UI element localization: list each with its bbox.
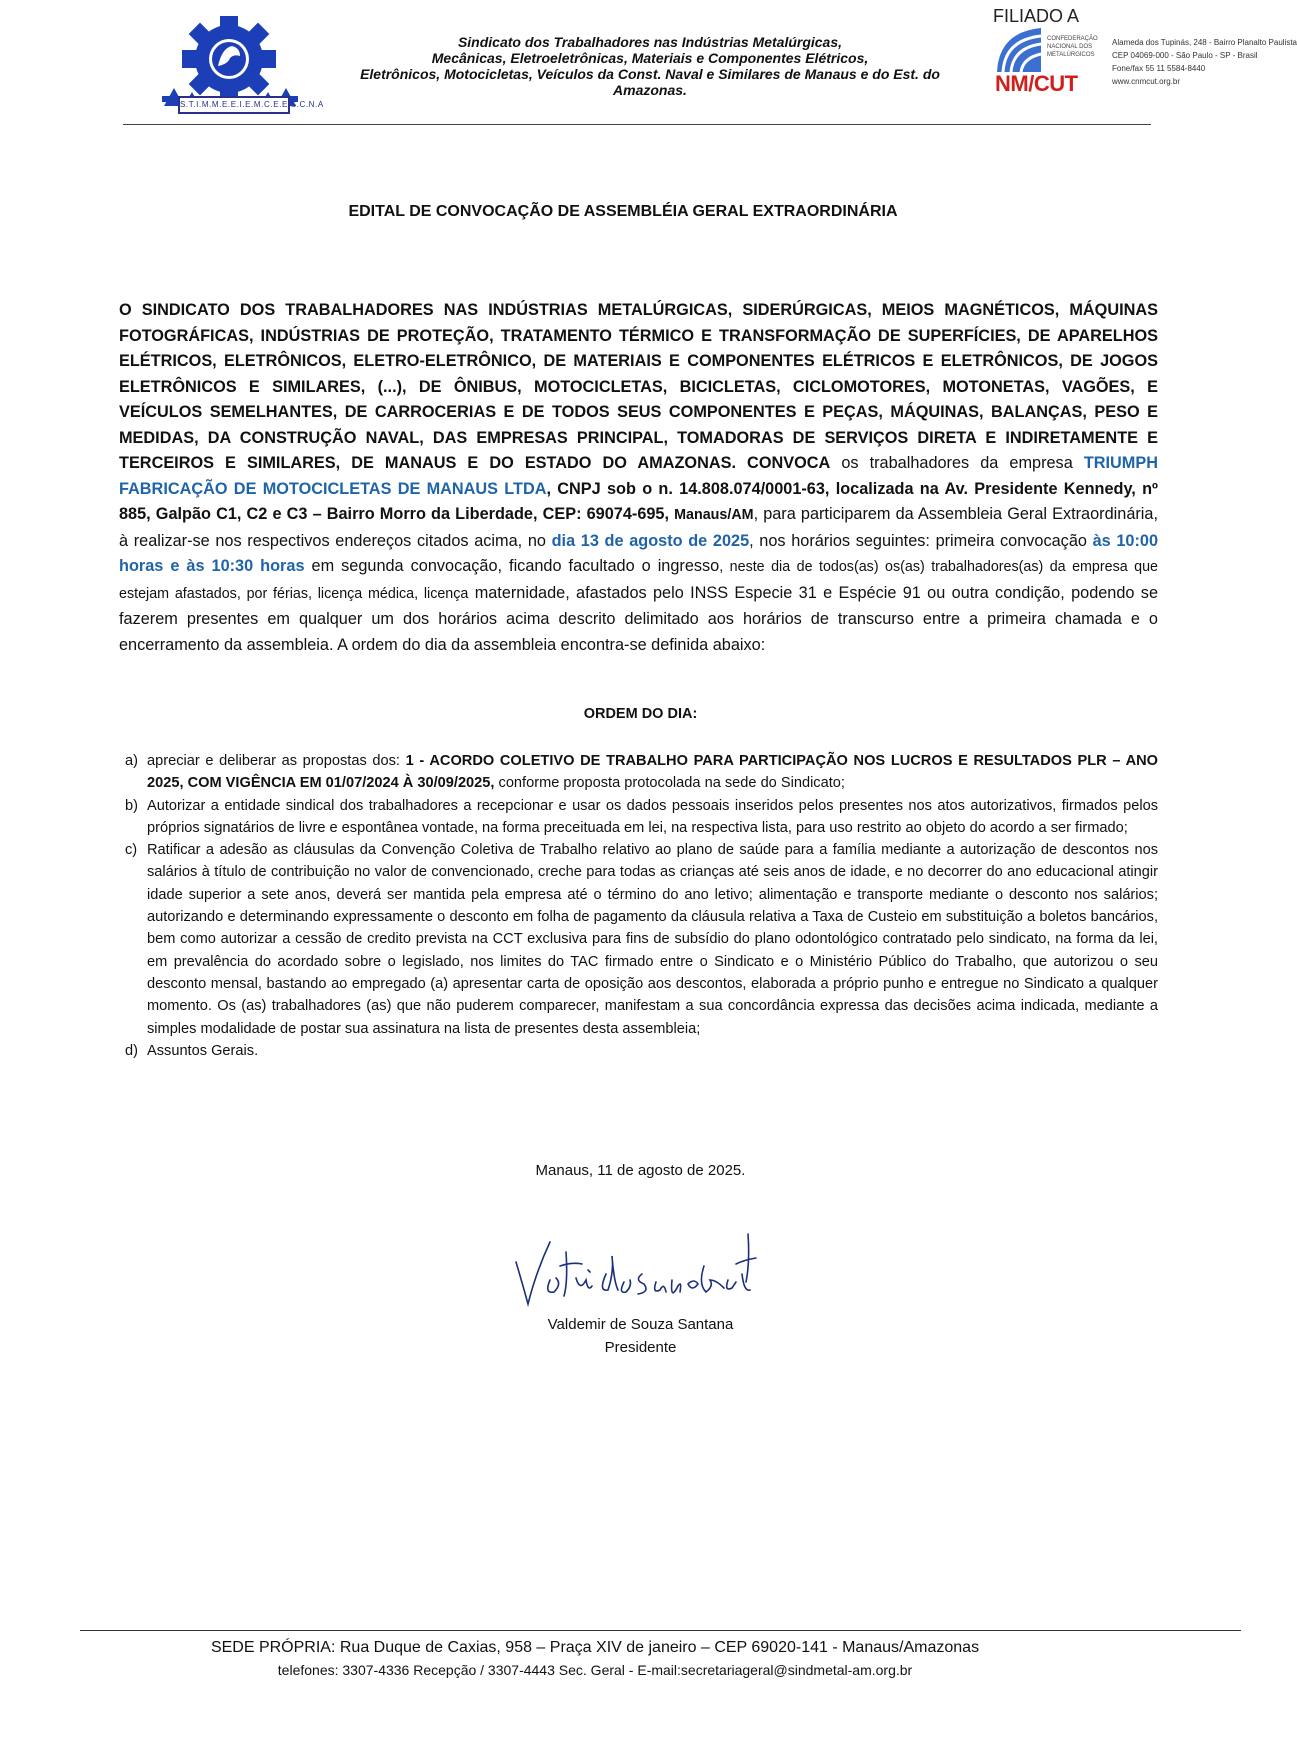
svg-text:METALÚRGICOS: METALÚRGICOS [1047, 52, 1095, 58]
item-marker: b) [125, 797, 138, 814]
header-line: Mecânicas, Eletroeletrônicas, Materiais e Componentes Elétricos, [431, 50, 869, 66]
signer-role: Presidente [604, 1339, 677, 1356]
agenda-item-c [123, 839, 1158, 1040]
item-marker: a) [125, 753, 138, 769]
agenda-list [123, 750, 1158, 1062]
assembly-date: dia 13 de agosto de 2025 [551, 531, 750, 550]
text-run: , nos horários seguintes: primeira convocação [749, 531, 1093, 550]
item-bold: 1 - ACORDO COLETIVO DE TRABALHO PARA PARTICIPAÇÃO NOS LUCROS E RESULTADOS PLR – ANO 2025, COM VIGÊNCIA EM 01/07/2024 À 30/09/2025, [147, 753, 1158, 792]
assembly-times: às 10:00 horas e às 10:30 horas [119, 531, 1159, 575]
affiliation-label: FILIADO A [993, 6, 1080, 26]
item-text: Assuntos Gerais. [147, 1042, 259, 1059]
footer-divider [80, 1630, 1241, 1631]
company-city: Manaus/AM [674, 507, 754, 523]
company-name: TRIUMPH FABRICAÇÃO DE MOTOCICLETAS DE MANAUS LTDA [119, 454, 1158, 498]
document-title: EDITAL DE CONVOCAÇÃO DE ASSEMBLÉIA GERAL EXTRAORDINÁRIA [348, 203, 898, 220]
svg-text:CONFEDERAÇÃO: CONFEDERAÇÃO [1047, 36, 1098, 42]
union-name: O SINDICATO DOS TRABALHADORES NAS INDÚSTRIAS METALÚRGICAS, SIDERÚRGICAS, MEIOS MAGNÉTICOS, MÁQUINAS FOTOGRÁFICAS, INDÚSTRIAS DE PROTEÇÃO, TRATAMENTO TÉRMICO E TRANSFORMAÇÃO DE SUPERFÍCIES, DE APARELHOS ELÉTRICOS, ELETRÔNICOS, ELETRO-ELETRÔNICO, DE MATERIAIS E COMPONENTES ELÉTRICOS E ELETRÔNICOS, DE JOGOS ELETRÔNICOS E SIMILARES, (...), DE ÔNIBUS, MOTOCICLETAS, BICICLETAS, CICLOMOTORES, MOTONETAS, VAGÕES, E VEÍCULOS SEMELHANTES, DE CARROCERIAS E DE TODOS SEUS COMPONENTES E PEÇAS, MÁQUINAS, BALANÇAS, PESO E MEDIDAS, DA CONSTRUÇÃO NAVAL, DAS EMPRESAS PRINCIPAL, TOMADORAS DE SERVIÇOS DIRETA E INDIRETAMENTE E TERCEIROS E SIMILARES, DE MANAUS E DO ESTADO DO AMAZONAS. CONVOCA [119, 301, 1158, 472]
signer-name: Valdemir de Souza Santana [547, 1316, 734, 1333]
text-run: , para participarem da Assembleia Geral Extraordinária, à realizar-se nos respectivos endereços citados acima, no [119, 505, 1158, 550]
item-text: Autorizar a entidade sindical dos trabalhadores a recepcionar e usar os dados pessoais inseridos pelos presentes nos atos autorizativos, firmados pelos próprios signatários de livre e espontânea vontade, na forma preceituada em lei, na respectiva lista, para uso restrito ao objeto do acordo a ser firmado; [147, 797, 1158, 836]
union-logo-text: S.T.I.M.M.E.E.I.E.M.C.E.E.S.C.N.A [178, 96, 290, 114]
nmcut-logo-text: NM/CUT [995, 71, 1078, 96]
address-line: www.cnmcut.org.br [1112, 77, 1181, 86]
text-run: em segunda convocação, ficando facultado o ingresso [304, 557, 720, 575]
affiliation-address [1112, 36, 1297, 88]
header-line: Sindicato dos Trabalhadores nas Indústrias Metalúrgicas, [457, 34, 843, 50]
footer-address: SEDE PRÓPRIA: Rua Duque de Caxias, 958 – Praça XIV de janeiro – CEP 69020-141 - Manaus/Amazonas [210, 1639, 980, 1656]
header-line: Eletrônicos, Motocicletas, Veículos da Const. Naval e Similares de Manaus e do Est. do [360, 66, 940, 82]
item-text: Ratificar a adesão as cláusulas da Convenção Coletiva de Trabalho relativo ao plano de saúde para a família mediante a autorização de descontos nos salários à título de contribuição no valor de convencionado, creche para todas as crianças até seis anos de idade, e no decorrer do ano educacional atingir idade superior a sete anos, deverá ser mantida pela empresa até o término do ano letivo; alimentação e transporte mediante o desconto nos salários; autorizando e determinando expressamente o desconto em folha de pagamento da cláusula relativa a Taxa de Custeio em substituição a boletos bancários, bem como autorizar a cessão de credito prevista na CCT exclusiva para fins de subsídio do plano odontológico contratado pelo sindicato, na forma da lei, em prevalência do acordado sobre o legislado, nos limites do TAC firmado entre o Sindicato e o Ministério Público do Trabalho, que autorizou o seu desconto mensal, bastando ao empregado (a) apresentar carta de oposição aos descontos, elaborada a próprio punho e entregue no Sindicato a qualquer momento. Os (as) trabalhadores (as) que não puderem comparecer, manifestam a sua concordância expressa das decisões acima indicada, mediante a simples modalidade de postar sua assinatura na lista de presentes desta assembleia; [147, 842, 1158, 1037]
address-line: Alameda dos Tupinás, 248 - Bairro Planalto Paulista [1112, 38, 1297, 47]
item-marker: c) [125, 842, 138, 859]
handwritten-signature [510, 1222, 770, 1312]
signer-block [123, 1313, 1158, 1359]
date-line: Manaus, 11 de agosto de 2025. [535, 1162, 746, 1179]
svg-text:NACIONAL DOS: NACIONAL DOS [1047, 44, 1093, 50]
header-divider [123, 124, 1151, 125]
union-logo [160, 14, 324, 118]
footer-contacts: telefones: 3307-4336 Recepção / 3307-4443 Sec. Geral - E-mail:secretariageral@sindmetal-am.org.br [277, 1662, 913, 1678]
agenda-item-a [123, 750, 1158, 795]
item-tail: conforme proposta protocolada na sede do Sindicato; [494, 775, 845, 792]
agenda-item-d [123, 1040, 1158, 1062]
company-cnpj-address: , CNPJ sob o n. 14.808.074/0001-63, localizada na Av. Presidente Kennedy, nº 885, Galpão C1, C2 e C3 – Bairro Morro da Liberdade, CEP: 69074-695, [119, 479, 1158, 523]
item-marker: d) [125, 1042, 138, 1059]
convocation-paragraph [119, 298, 1158, 658]
union-header-title [345, 34, 955, 98]
address-line: CEP 04069-000 - São Paulo - SP - Brasil [1112, 51, 1258, 60]
header-line: Amazonas. [613, 82, 687, 98]
cnm-cut-logo [995, 26, 1097, 98]
footer [170, 1637, 1020, 1681]
globe-icon [995, 26, 1097, 74]
text-run: os trabalhadores da empresa [830, 454, 1084, 472]
item-lead: apreciar e deliberar as propostas dos: [147, 753, 406, 769]
agenda-title: ORDEM DO DIA: [583, 706, 698, 722]
text-run: , neste dia de todos(as) os(as) trabalhadores(as) da empresa que estejam afastados, por férias, licença médica, licença [119, 559, 1158, 602]
text-run: maternidade, afastados pelo INSS Especie 31 e Espécie 91 ou outra condição, podendo se fazerem presentes em qualquer um dos horários acima descrito delimitado aos horários de transcurso entre a primeira chamada e o encerramento da assembleia. A ordem do dia da assembleia encontra-se definida abaixo: [119, 583, 1158, 654]
address-line: Fone/fax 55 11 5584-8440 [1112, 64, 1206, 73]
agenda-item-b [123, 795, 1158, 840]
